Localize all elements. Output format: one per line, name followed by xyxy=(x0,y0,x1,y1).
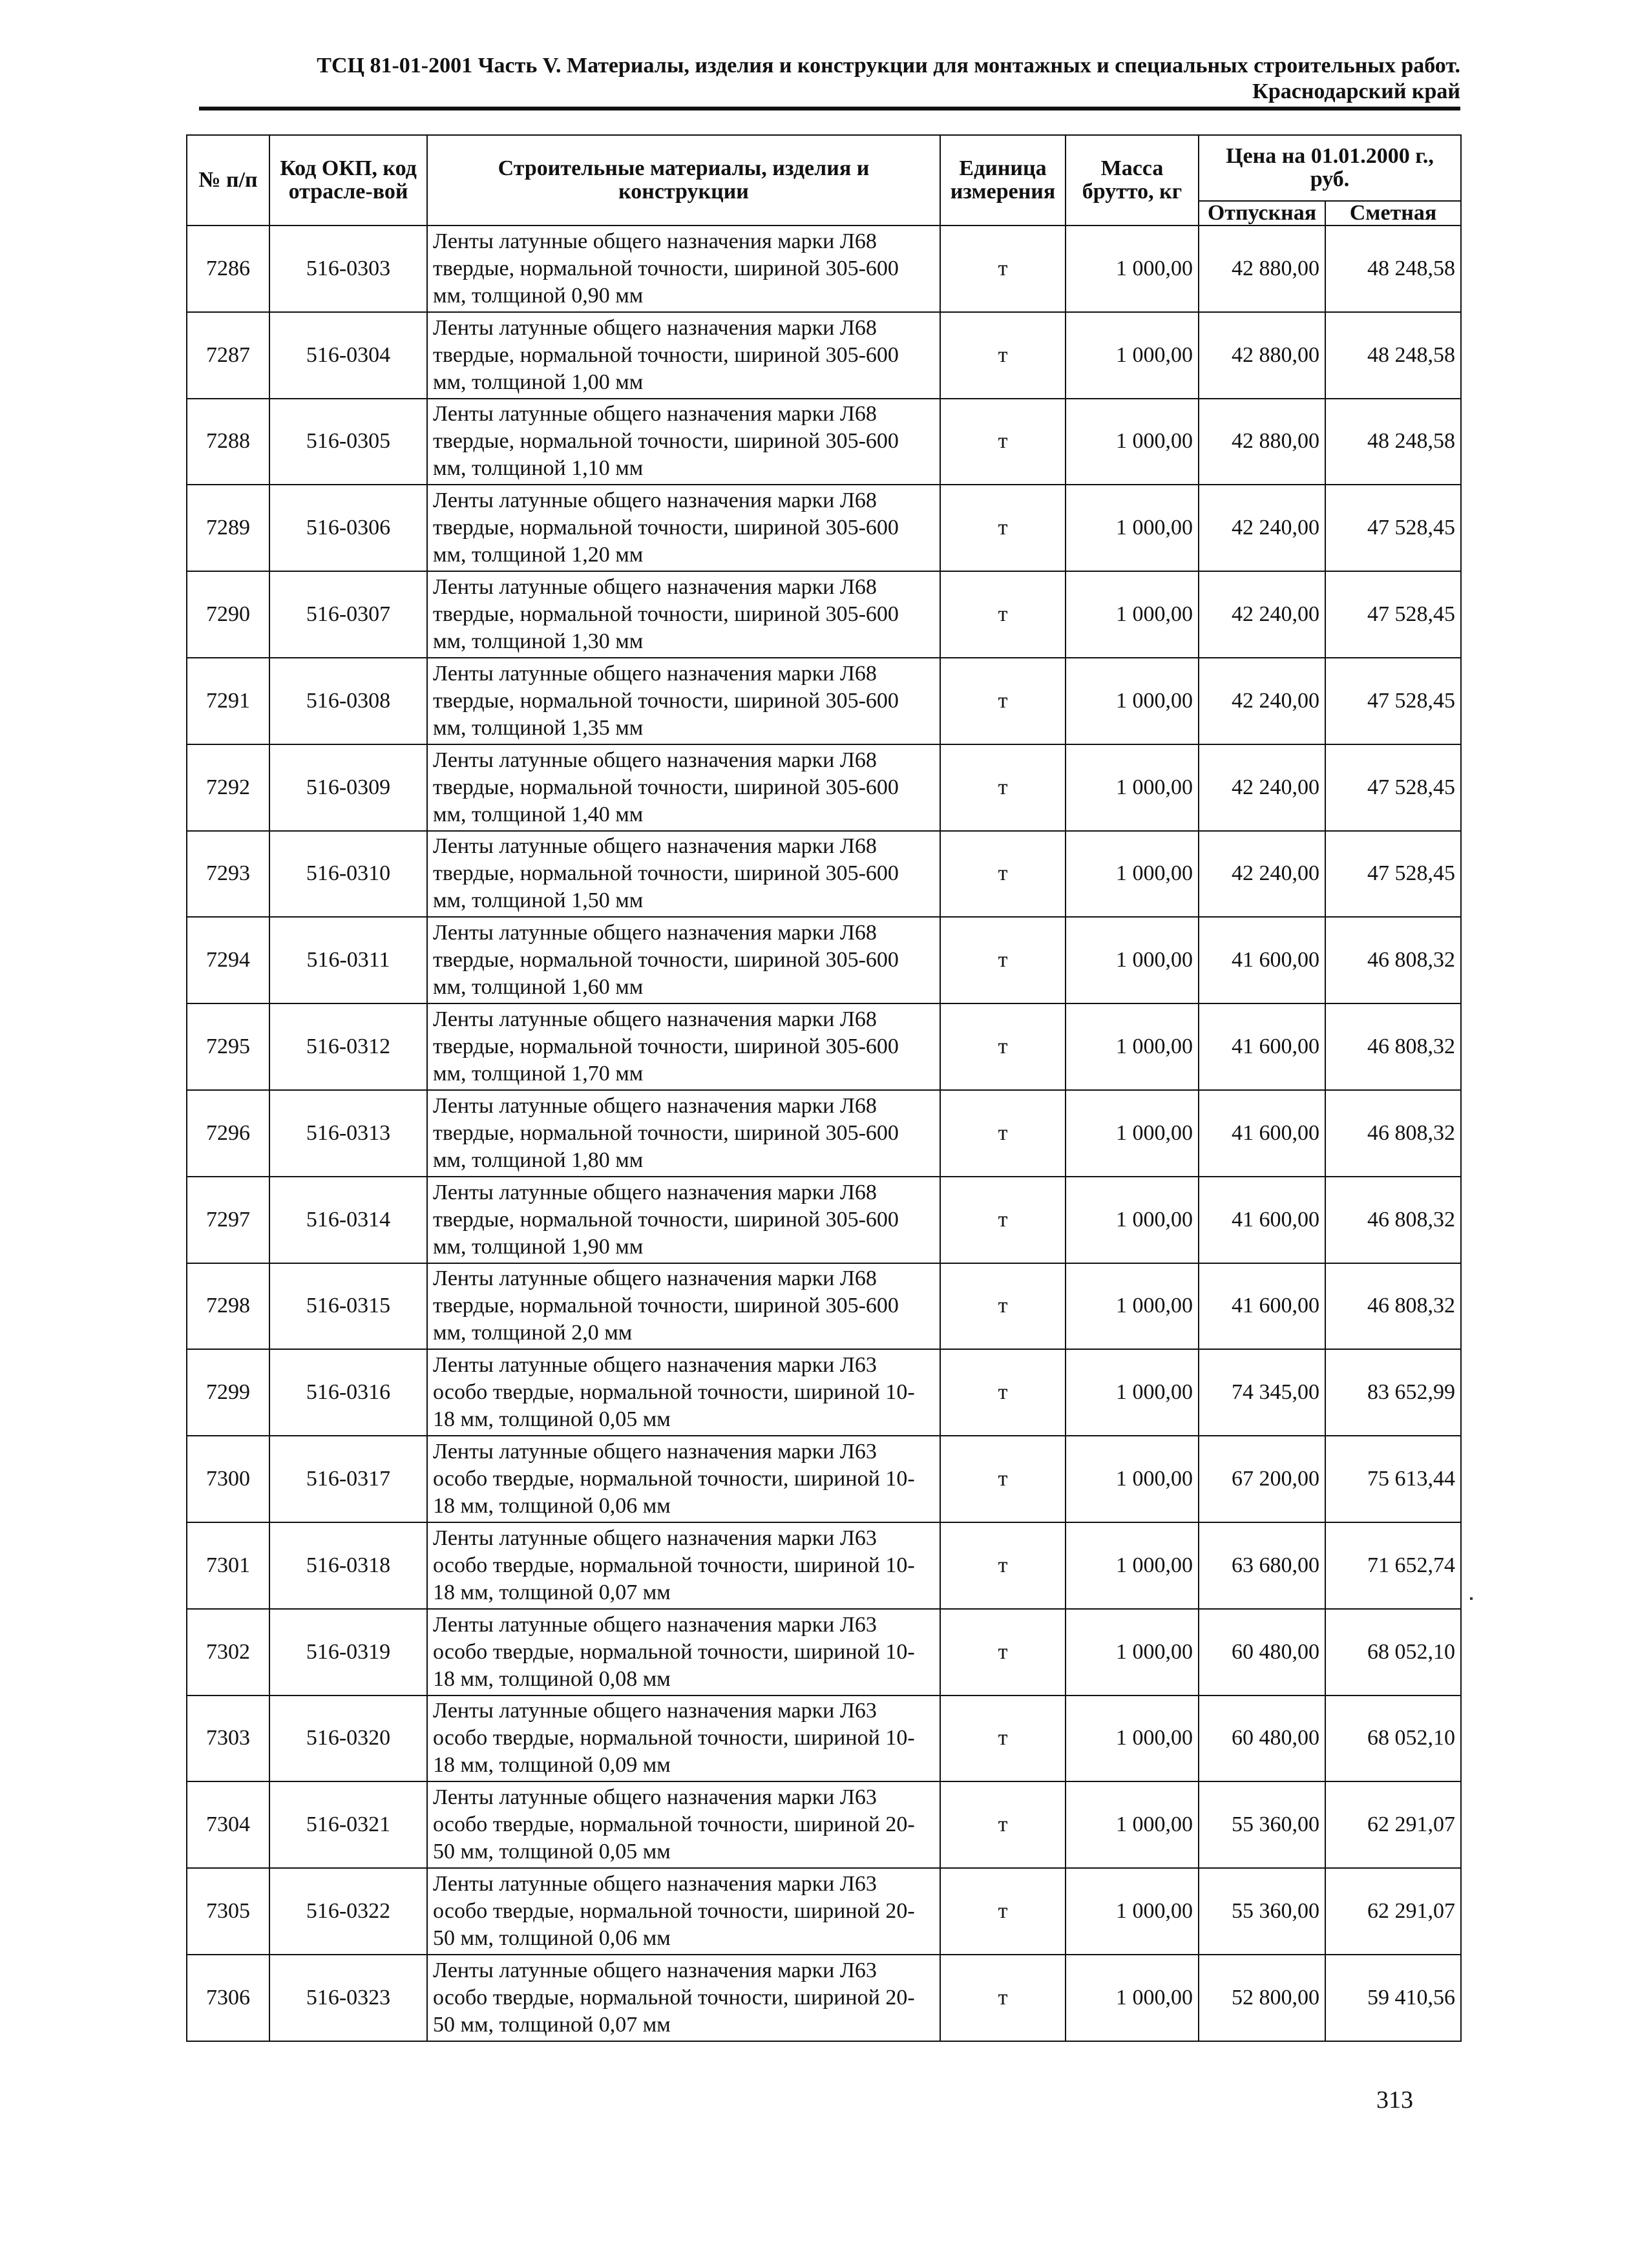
row-price-estimate: 83 652,99 xyxy=(1325,1349,1461,1436)
header-rule xyxy=(199,107,1460,110)
row-unit: т xyxy=(940,1609,1066,1696)
row-price-release: 41 600,00 xyxy=(1199,1090,1325,1177)
row-material-name: Ленты латунные общего назначения марки Л68 твердые, нормальной точности, шириной 305-600 мм, толщиной 1,90 мм xyxy=(427,1177,940,1263)
row-price-estimate: 47 528,45 xyxy=(1325,831,1461,918)
row-unit: т xyxy=(940,1522,1066,1609)
row-price-release: 55 360,00 xyxy=(1199,1868,1325,1955)
row-unit: т xyxy=(940,1003,1066,1090)
table-row xyxy=(187,1349,1461,1436)
row-material-name: Ленты латунные общего назначения марки Л68 твердые, нормальной точности, шириной 305-600 мм, толщиной 1,70 мм xyxy=(427,1003,940,1090)
row-material-name: Ленты латунные общего назначения марки Л68 твердые, нормальной точности, шириной 305-600 мм, толщиной 1,20 мм xyxy=(427,485,940,571)
row-number: 7294 xyxy=(187,917,269,1003)
table-row xyxy=(187,1781,1461,1868)
table-row xyxy=(187,1436,1461,1522)
row-material-name: Ленты латунные общего назначения марки Л68 твердые, нормальной точности, шириной 305-600 мм, толщиной 1,30 мм xyxy=(427,571,940,658)
row-price-estimate: 68 052,10 xyxy=(1325,1609,1461,1696)
row-unit: т xyxy=(940,1349,1066,1436)
row-unit: т xyxy=(940,831,1066,918)
col-header-price-estimate: Сметная xyxy=(1325,201,1461,226)
row-material-name: Ленты латунные общего назначения марки Л68 твердые, нормальной точности, шириной 305-600 мм, толщиной 1,60 мм xyxy=(427,917,940,1003)
row-okp-code: 516-0313 xyxy=(269,1090,427,1177)
row-number: 7287 xyxy=(187,312,269,399)
table-row xyxy=(187,744,1461,831)
row-number: 7304 xyxy=(187,1781,269,1868)
row-mass: 1 000,00 xyxy=(1066,1263,1199,1350)
row-okp-code: 516-0320 xyxy=(269,1696,427,1782)
table-row xyxy=(187,312,1461,399)
row-okp-code: 516-0316 xyxy=(269,1349,427,1436)
row-unit: т xyxy=(940,1090,1066,1177)
row-mass: 1 000,00 xyxy=(1066,1696,1199,1782)
row-price-estimate: 46 808,32 xyxy=(1325,1263,1461,1350)
header-title: ТСЦ 81-01-2001 Часть V. Материалы, изделия и конструкции для монтажных и специальных строительных работ. xyxy=(317,54,1460,78)
row-number: 7295 xyxy=(187,1003,269,1090)
row-mass: 1 000,00 xyxy=(1066,658,1199,744)
row-price-release: 42 240,00 xyxy=(1199,831,1325,918)
row-unit: т xyxy=(940,226,1066,312)
row-material-name: Ленты латунные общего назначения марки Л68 твердые, нормальной точности, шириной 305-600 мм, толщиной 1,50 мм xyxy=(427,831,940,918)
table-row xyxy=(187,226,1461,312)
row-price-release: 42 880,00 xyxy=(1199,226,1325,312)
row-price-estimate: 71 652,74 xyxy=(1325,1522,1461,1609)
page-number: 313 xyxy=(1376,2086,1413,2114)
table-row xyxy=(187,1003,1461,1090)
row-material-name: Ленты латунные общего назначения марки Л63 особо твердые, нормальной точности, шириной 20-50 мм, толщиной 0,05 мм xyxy=(427,1781,940,1868)
row-okp-code: 516-0321 xyxy=(269,1781,427,1868)
row-unit: т xyxy=(940,744,1066,831)
row-material-name: Ленты латунные общего назначения марки Л63 особо твердые, нормальной точности, шириной 10-18 мм, толщиной 0,08 мм xyxy=(427,1609,940,1696)
row-unit: т xyxy=(940,1781,1066,1868)
row-price-release: 55 360,00 xyxy=(1199,1781,1325,1868)
row-unit: т xyxy=(940,312,1066,399)
row-mass: 1 000,00 xyxy=(1066,1522,1199,1609)
table-body xyxy=(187,226,1461,2041)
row-price-release: 42 240,00 xyxy=(1199,744,1325,831)
table-row xyxy=(187,1177,1461,1263)
document-header xyxy=(187,53,1460,105)
table-row xyxy=(187,1263,1461,1350)
row-price-estimate: 46 808,32 xyxy=(1325,1003,1461,1090)
row-unit: т xyxy=(940,658,1066,744)
row-unit: т xyxy=(940,917,1066,1003)
row-price-estimate: 46 808,32 xyxy=(1325,1090,1461,1177)
row-mass: 1 000,00 xyxy=(1066,1609,1199,1696)
row-number: 7293 xyxy=(187,831,269,918)
row-okp-code: 516-0318 xyxy=(269,1522,427,1609)
row-mass: 1 000,00 xyxy=(1066,1349,1199,1436)
row-mass: 1 000,00 xyxy=(1066,831,1199,918)
row-okp-code: 516-0304 xyxy=(269,312,427,399)
row-okp-code: 516-0310 xyxy=(269,831,427,918)
row-price-estimate: 47 528,45 xyxy=(1325,744,1461,831)
row-okp-code: 516-0319 xyxy=(269,1609,427,1696)
col-header-price-release: Отпускная xyxy=(1199,201,1325,226)
row-unit: т xyxy=(940,485,1066,571)
row-number: 7306 xyxy=(187,1955,269,2041)
row-price-estimate: 48 248,58 xyxy=(1325,226,1461,312)
row-price-estimate: 62 291,07 xyxy=(1325,1781,1461,1868)
col-header-num: № п/п xyxy=(187,135,269,226)
row-price-estimate: 46 808,32 xyxy=(1325,917,1461,1003)
row-number: 7300 xyxy=(187,1436,269,1522)
row-unit: т xyxy=(940,399,1066,485)
row-material-name: Ленты латунные общего назначения марки Л68 твердые, нормальной точности, шириной 305-600 мм, толщиной 1,35 мм xyxy=(427,658,940,744)
row-number: 7286 xyxy=(187,226,269,312)
row-material-name: Ленты латунные общего назначения марки Л68 твердые, нормальной точности, шириной 305-600 мм, толщиной 1,80 мм xyxy=(427,1090,940,1177)
table-row xyxy=(187,1609,1461,1696)
row-material-name: Ленты латунные общего назначения марки Л63 особо твердые, нормальной точности, шириной 10-18 мм, толщиной 0,05 мм xyxy=(427,1349,940,1436)
row-price-release: 63 680,00 xyxy=(1199,1522,1325,1609)
table-row xyxy=(187,831,1461,918)
row-material-name: Ленты латунные общего назначения марки Л68 твердые, нормальной точности, шириной 305-600 мм, толщиной 1,40 мм xyxy=(427,744,940,831)
row-okp-code: 516-0305 xyxy=(269,399,427,485)
row-okp-code: 516-0309 xyxy=(269,744,427,831)
row-mass: 1 000,00 xyxy=(1066,1868,1199,1955)
col-header-name: Строительные материалы, изделия и конструкции xyxy=(427,135,940,226)
row-okp-code: 516-0323 xyxy=(269,1955,427,2041)
row-unit: т xyxy=(940,1263,1066,1350)
table-row xyxy=(187,658,1461,744)
row-number: 7296 xyxy=(187,1090,269,1177)
row-material-name: Ленты латунные общего назначения марки Л63 особо твердые, нормальной точности, шириной 20-50 мм, толщиной 0,06 мм xyxy=(427,1868,940,1955)
row-price-estimate: 48 248,58 xyxy=(1325,399,1461,485)
row-number: 7291 xyxy=(187,658,269,744)
row-mass: 1 000,00 xyxy=(1066,1955,1199,2041)
row-price-release: 67 200,00 xyxy=(1199,1436,1325,1522)
row-mass: 1 000,00 xyxy=(1066,571,1199,658)
row-unit: т xyxy=(940,1868,1066,1955)
row-price-estimate: 46 808,32 xyxy=(1325,1177,1461,1263)
price-table xyxy=(186,134,1462,2042)
row-number: 7288 xyxy=(187,399,269,485)
table-row xyxy=(187,1522,1461,1609)
row-price-release: 60 480,00 xyxy=(1199,1696,1325,1782)
row-price-estimate: 48 248,58 xyxy=(1325,312,1461,399)
row-mass: 1 000,00 xyxy=(1066,399,1199,485)
row-price-estimate: 75 613,44 xyxy=(1325,1436,1461,1522)
row-price-release: 42 240,00 xyxy=(1199,485,1325,571)
row-okp-code: 516-0314 xyxy=(269,1177,427,1263)
table-row xyxy=(187,571,1461,658)
table-row xyxy=(187,1955,1461,2041)
row-price-release: 74 345,00 xyxy=(1199,1349,1325,1436)
row-unit: т xyxy=(940,1696,1066,1782)
table-row xyxy=(187,1090,1461,1177)
row-mass: 1 000,00 xyxy=(1066,1090,1199,1177)
row-price-estimate: 47 528,45 xyxy=(1325,658,1461,744)
row-okp-code: 516-0311 xyxy=(269,917,427,1003)
row-mass: 1 000,00 xyxy=(1066,1177,1199,1263)
row-mass: 1 000,00 xyxy=(1066,226,1199,312)
row-unit: т xyxy=(940,1177,1066,1263)
col-header-mass: Масса брутто, кг xyxy=(1066,135,1199,226)
row-price-release: 41 600,00 xyxy=(1199,1263,1325,1350)
row-mass: 1 000,00 xyxy=(1066,1436,1199,1522)
row-material-name: Ленты латунные общего назначения марки Л68 твердые, нормальной точности, шириной 305-600 мм, толщиной 0,90 мм xyxy=(427,226,940,312)
row-number: 7299 xyxy=(187,1349,269,1436)
row-price-release: 41 600,00 xyxy=(1199,1003,1325,1090)
row-price-estimate: 47 528,45 xyxy=(1325,485,1461,571)
row-material-name: Ленты латунные общего назначения марки Л63 особо твердые, нормальной точности, шириной 10-18 мм, толщиной 0,07 мм xyxy=(427,1522,940,1609)
row-mass: 1 000,00 xyxy=(1066,1003,1199,1090)
row-okp-code: 516-0312 xyxy=(269,1003,427,1090)
col-header-code: Код ОКП, код отрасле-вой xyxy=(269,135,427,226)
col-header-price: Цена на 01.01.2000 г., руб. xyxy=(1199,135,1461,201)
row-price-release: 41 600,00 xyxy=(1199,917,1325,1003)
row-material-name: Ленты латунные общего назначения марки Л63 особо твердые, нормальной точности, шириной 20-50 мм, толщиной 0,07 мм xyxy=(427,1955,940,2041)
row-material-name: Ленты латунные общего назначения марки Л68 твердые, нормальной точности, шириной 305-600 мм, толщиной 1,00 мм xyxy=(427,312,940,399)
row-price-release: 60 480,00 xyxy=(1199,1609,1325,1696)
row-okp-code: 516-0307 xyxy=(269,571,427,658)
row-price-release: 42 880,00 xyxy=(1199,399,1325,485)
row-material-name: Ленты латунные общего назначения марки Л63 особо твердые, нормальной точности, шириной 10-18 мм, толщиной 0,06 мм xyxy=(427,1436,940,1522)
row-number: 7301 xyxy=(187,1522,269,1609)
table-row xyxy=(187,1868,1461,1955)
row-okp-code: 516-0317 xyxy=(269,1436,427,1522)
row-number: 7305 xyxy=(187,1868,269,1955)
row-number: 7289 xyxy=(187,485,269,571)
col-header-unit: Единица измерения xyxy=(940,135,1066,226)
row-mass: 1 000,00 xyxy=(1066,312,1199,399)
table-row xyxy=(187,917,1461,1003)
row-unit: т xyxy=(940,1436,1066,1522)
row-number: 7302 xyxy=(187,1609,269,1696)
row-number: 7303 xyxy=(187,1696,269,1782)
row-number: 7298 xyxy=(187,1263,269,1350)
table-row xyxy=(187,1696,1461,1782)
row-number: 7297 xyxy=(187,1177,269,1263)
row-material-name: Ленты латунные общего назначения марки Л63 особо твердые, нормальной точности, шириной 10-18 мм, толщиной 0,09 мм xyxy=(427,1696,940,1782)
row-price-release: 42 240,00 xyxy=(1199,571,1325,658)
row-price-release: 41 600,00 xyxy=(1199,1177,1325,1263)
row-price-estimate: 62 291,07 xyxy=(1325,1868,1461,1955)
row-number: 7290 xyxy=(187,571,269,658)
row-price-release: 42 880,00 xyxy=(1199,312,1325,399)
row-material-name: Ленты латунные общего назначения марки Л68 твердые, нормальной точности, шириной 305-600 мм, толщиной 2,0 мм xyxy=(427,1263,940,1350)
row-price-release: 42 240,00 xyxy=(1199,658,1325,744)
row-price-estimate: 68 052,10 xyxy=(1325,1696,1461,1782)
scan-speck xyxy=(1470,1597,1473,1600)
header-region: Краснодарский край xyxy=(1252,79,1460,103)
row-price-release: 52 800,00 xyxy=(1199,1955,1325,2041)
row-material-name: Ленты латунные общего назначения марки Л68 твердые, нормальной точности, шириной 305-600 мм, толщиной 1,10 мм xyxy=(427,399,940,485)
row-price-estimate: 47 528,45 xyxy=(1325,571,1461,658)
row-okp-code: 516-0315 xyxy=(269,1263,427,1350)
row-mass: 1 000,00 xyxy=(1066,485,1199,571)
row-mass: 1 000,00 xyxy=(1066,1781,1199,1868)
row-okp-code: 516-0308 xyxy=(269,658,427,744)
row-okp-code: 516-0306 xyxy=(269,485,427,571)
table-row xyxy=(187,399,1461,485)
row-unit: т xyxy=(940,571,1066,658)
row-okp-code: 516-0303 xyxy=(269,226,427,312)
table-row xyxy=(187,485,1461,571)
row-number: 7292 xyxy=(187,744,269,831)
row-unit: т xyxy=(940,1955,1066,2041)
row-mass: 1 000,00 xyxy=(1066,744,1199,831)
row-mass: 1 000,00 xyxy=(1066,917,1199,1003)
row-price-estimate: 59 410,56 xyxy=(1325,1955,1461,2041)
row-okp-code: 516-0322 xyxy=(269,1868,427,1955)
